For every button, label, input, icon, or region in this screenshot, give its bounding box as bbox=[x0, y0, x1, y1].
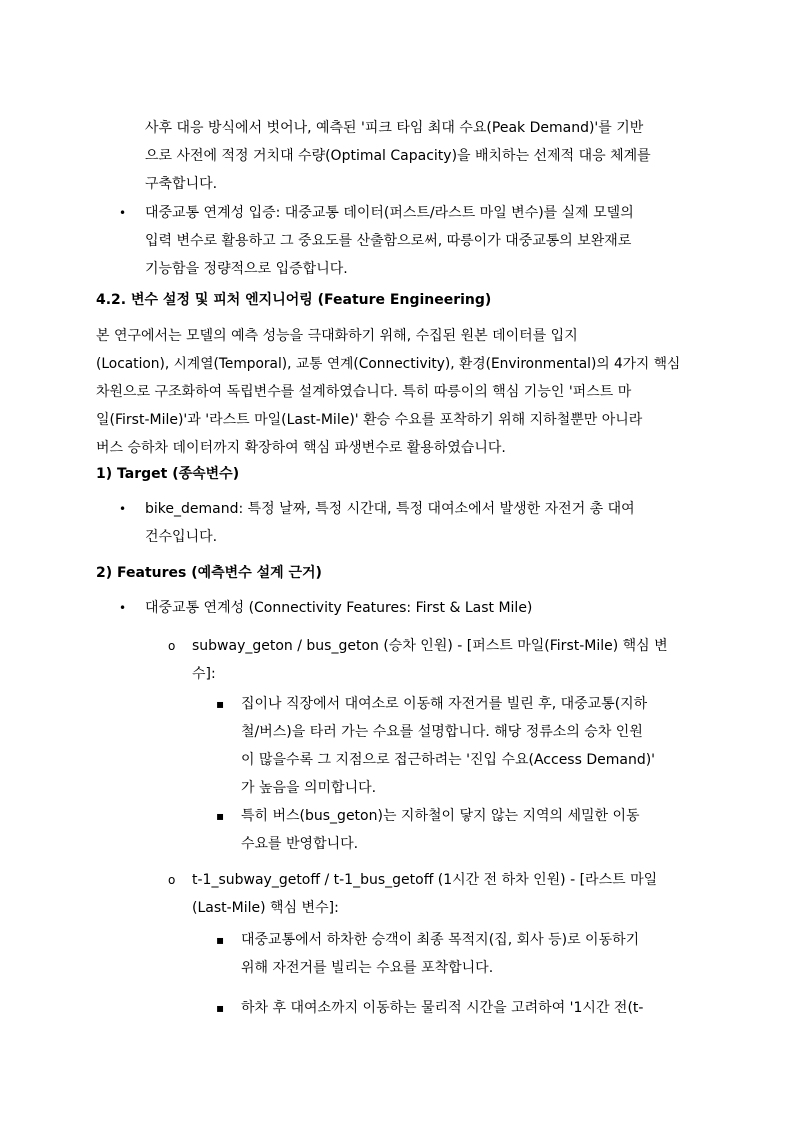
bullet-dot-icon bbox=[119, 495, 126, 523]
text-line: 수요를 반영합니다. bbox=[241, 836, 359, 852]
text-line: 건수입니다. bbox=[145, 529, 218, 545]
text-line: 대중교통 연계성 (Connectivity Features: First & Last Mile) bbox=[145, 600, 533, 616]
intro-continuation bbox=[145, 114, 688, 198]
first-mile-point bbox=[241, 690, 682, 802]
text-line: 일(First-Mile)'과 '라스트 마일(Last-Mile)' 환승 수요를 포착하기 위해 지하철뿐만 아니라 bbox=[96, 412, 643, 428]
text-line: 본 연구에서는 모델의 예측 성능을 극대화하기 위해, 수집된 원본 데이터를 입지 bbox=[96, 328, 578, 344]
bullet-connectivity bbox=[145, 199, 688, 283]
feature-group bbox=[145, 594, 688, 622]
first-mile-point bbox=[241, 802, 682, 858]
bullet-square-icon bbox=[216, 802, 224, 830]
text-line: 수]: bbox=[192, 666, 216, 682]
last-mile-title bbox=[192, 866, 682, 922]
target-item bbox=[145, 495, 688, 551]
section-heading: 4.2. 변수 설정 및 피처 엔지니어링 (Feature Engineering) bbox=[96, 292, 492, 308]
bullet-square-icon bbox=[216, 994, 224, 1022]
text-line: 하차 후 대여소까지 이동하는 물리적 시간을 고려하여 '1시간 전(t- bbox=[241, 1000, 644, 1016]
text-line: (Location), 시계열(Temporal), 교통 연계(Connectivity), 환경(Environmental)의 4가지 핵심 bbox=[96, 356, 681, 372]
text-line: 가 높음을 의미합니다. bbox=[241, 780, 377, 796]
text-line: 이 많을수록 그 지점으로 접근하려는 '진입 수요(Access Demand)' bbox=[241, 752, 656, 768]
text-line: 대중교통에서 하차한 승객이 최종 목적지(집, 회사 등)로 이동하기 bbox=[241, 932, 640, 948]
text-line: bike_demand: 특정 날짜, 특정 시간대, 특정 대여소에서 발생한 자전거 총 대여 bbox=[145, 501, 635, 517]
features-heading: 2) Features (예측변수 설계 근거) bbox=[96, 565, 322, 581]
target-heading: 1) Target (종속변수) bbox=[96, 466, 240, 482]
bullet-circle-icon bbox=[168, 866, 175, 894]
bullet-square-icon bbox=[216, 926, 224, 954]
bullet-square-icon bbox=[216, 690, 224, 718]
text-line: (Last-Mile) 핵심 변수]: bbox=[192, 900, 339, 916]
text-line: 특히 버스(bus_geton)는 지하철이 닿지 않는 지역의 세밀한 이동 bbox=[241, 808, 640, 824]
text-line: 위해 자전거를 빌리는 수요를 포착합니다. bbox=[241, 960, 494, 976]
text-line: 버스 승하차 데이터까지 확장하여 핵심 파생변수로 활용하였습니다. bbox=[96, 440, 506, 456]
bullet-dot-icon bbox=[119, 594, 126, 622]
text-line: 차원으로 구조화하여 독립변수를 설계하였습니다. 특히 따릉이의 핵심 기능인 '퍼스트 마 bbox=[96, 384, 632, 400]
text-line: 구축합니다. bbox=[145, 176, 218, 192]
last-mile-point bbox=[241, 994, 682, 1022]
text-line: 입력 변수로 활용하고 그 중요도를 산출함으로써, 따릉이가 대중교통의 보완재로 bbox=[145, 233, 632, 249]
text-line: 기능함을 정량적으로 입증합니다. bbox=[145, 261, 348, 277]
text-line: 대중교통 연계성 입증: 대중교통 데이터(퍼스트/라스트 마일 변수)를 실제 모델의 bbox=[145, 205, 634, 221]
section-body bbox=[96, 322, 688, 462]
text-line: subway_geton / bus_geton (승차 인원) - [퍼스트 마일(First-Mile) 핵심 변 bbox=[192, 638, 668, 654]
text-line: 으로 사전에 적정 거치대 수량(Optimal Capacity)을 배치하는 선제적 대응 체계를 bbox=[145, 148, 651, 164]
last-mile-point bbox=[241, 926, 682, 982]
text-line: t-1_subway_getoff / t-1_bus_getoff (1시간 전 하차 인원) - [라스트 마일 bbox=[192, 872, 658, 888]
text-line: 철/버스)을 타러 가는 수요를 설명합니다. 해당 정류소의 승차 인원 bbox=[241, 724, 643, 740]
text-line: 집이나 직장에서 대여소로 이동해 자전거를 빌린 후, 대중교통(지하 bbox=[241, 696, 648, 712]
text-line: 사후 대응 방식에서 벗어나, 예측된 '피크 타임 최대 수요(Peak Demand)'를 기반 bbox=[145, 120, 644, 136]
first-mile-title bbox=[192, 632, 682, 688]
bullet-dot-icon bbox=[119, 199, 126, 227]
bullet-circle-icon bbox=[168, 632, 175, 660]
